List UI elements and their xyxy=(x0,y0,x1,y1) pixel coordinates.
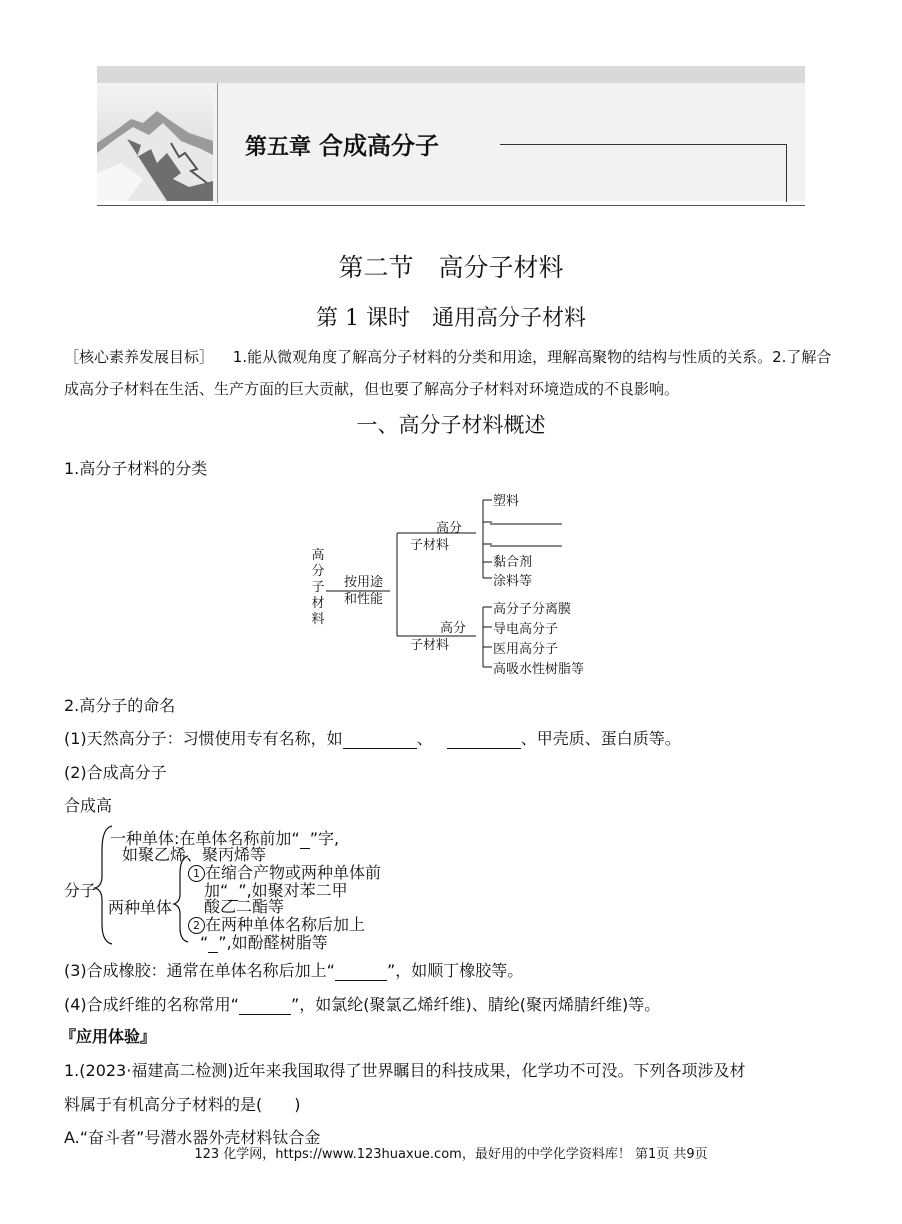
two-monomer-rule-1c: 酸乙二酯等 xyxy=(204,897,285,916)
item-adhesive: 黏合剂 xyxy=(493,555,533,570)
banner-mountain-photo xyxy=(97,83,213,201)
question-1-line-1: 1.(2023·福建高二检测)近年来我国取得了世界瞩目的科技成果，化学功不可没。下列各项涉及材 xyxy=(64,1061,746,1080)
lesson-title: 第 1 课时 通用高分子材料 xyxy=(316,306,586,331)
rule-text: 在两种单体名称后加上 xyxy=(205,915,366,934)
goals-tag: ［核心素养发展目标］ xyxy=(64,348,215,366)
diagram-root xyxy=(310,548,326,628)
rubber-line xyxy=(64,958,523,981)
rule-text: 加“ xyxy=(204,881,229,900)
item-medical: 医用高分子 xyxy=(493,642,559,657)
fiber-line xyxy=(64,992,660,1015)
fiber-text: (4)合成纤维的名称常用“ xyxy=(64,995,239,1014)
natural-text-end: 、甲壳质、蛋白质等。 xyxy=(520,729,681,748)
chapter-title: 合成高分子 xyxy=(319,132,440,160)
branch-label: 子材料 xyxy=(410,538,450,553)
single-monomer-example: 如聚乙烯、聚丙烯等 xyxy=(122,845,267,864)
rule-text: 在缩合产物或两种单体前 xyxy=(205,863,382,882)
blank-answer[interactable] xyxy=(300,829,310,849)
item-coating: 涂料等 xyxy=(493,574,533,589)
page-footer: 123 化学网，https://www.123huaxue.com，最好用的中学化学资料库！ 第1页 共9页 xyxy=(194,1147,708,1162)
item-conductive: 导电高分子 xyxy=(493,622,559,637)
item-absorbent-resin: 高吸水性树脂等 xyxy=(493,662,585,677)
circled-number: 1 xyxy=(188,865,205,882)
two-monomer-rule-2b xyxy=(200,930,328,953)
classification-diagram xyxy=(300,486,620,682)
criterion-line: 按用途 xyxy=(344,575,384,590)
branch-label: 高分 xyxy=(440,621,467,636)
root-char: 分 xyxy=(311,564,325,579)
naming-title: 2.高分子的命名 xyxy=(64,696,176,715)
root-char: 材 xyxy=(311,596,325,611)
classify-title: 1.高分子材料的分类 xyxy=(64,459,208,478)
chapter-heading xyxy=(245,126,439,161)
tree-head: 合成高 xyxy=(64,796,113,815)
natural-text: (1)天然高分子：习惯使用专有名称，如 xyxy=(64,729,343,748)
blank-answer[interactable] xyxy=(208,933,218,953)
chapter-banner xyxy=(97,66,805,208)
heading-overview: 一、高分子材料概述 xyxy=(356,413,546,437)
root-char: 料 xyxy=(311,612,325,627)
branch-label: 子材料 xyxy=(410,638,450,653)
banner-bottom-line xyxy=(97,205,805,206)
naming-tree xyxy=(64,820,404,950)
branch-functional xyxy=(410,620,466,654)
rubber-text: (3)合成橡胶：通常在单体名称后加上“ xyxy=(64,961,335,980)
banner-rule xyxy=(500,144,786,145)
tree-root: 分子 xyxy=(64,881,97,900)
circled-number: 2 xyxy=(188,917,205,934)
blank-answer[interactable] xyxy=(239,995,291,1015)
goals-text: 1.能从微观角度了解高分子材料的分类和用途，理解高聚物的结构与性质的关系。2.了解合成高分子材料在生活、生产方面的巨大贡献，但也要了解高分子材料对环境造成的不良影响。 xyxy=(64,348,832,398)
rule-text: ”,如聚对苯二甲 xyxy=(238,881,348,900)
synthetic-title: (2)合成高分子 xyxy=(64,763,167,782)
banner-top-bar xyxy=(97,66,805,83)
rule-text: 一种单体:在单体名称前加“ xyxy=(110,829,300,848)
question-1-line-2: 料属于有机高分子材料的是( ) xyxy=(64,1095,301,1114)
banner-divider xyxy=(217,83,218,203)
blank-answer[interactable] xyxy=(335,961,387,981)
root-char: 子 xyxy=(311,580,325,595)
blank-answer[interactable] xyxy=(447,729,521,749)
option-a[interactable]: A.“奋斗者”号潜水器外壳材料钛合金 xyxy=(64,1128,321,1147)
item-plastic: 塑料 xyxy=(493,494,520,509)
natural-sep: 、 xyxy=(416,729,433,748)
practice-title: 『应用体验』 xyxy=(60,1027,157,1046)
branch-label: 高分 xyxy=(436,521,463,536)
root-char: 高 xyxy=(311,548,325,563)
criterion-line: 和性能 xyxy=(344,592,384,607)
chapter-number: 第五章 xyxy=(245,135,312,160)
rule-text: ”,如酚醛树脂等 xyxy=(218,933,328,952)
item-membrane: 高分子分离膜 xyxy=(493,602,572,617)
section-title: 第二节 高分子材料 xyxy=(338,253,564,282)
natural-polymer-line xyxy=(64,726,681,749)
core-goals xyxy=(64,341,838,405)
banner-rule-drop xyxy=(786,144,787,202)
rubber-text-end: ”，如顺丁橡胶等。 xyxy=(386,961,524,980)
rule-text: ”字, xyxy=(309,829,340,848)
blank-answer[interactable] xyxy=(343,729,417,749)
diagram-criterion xyxy=(344,574,383,608)
rule-text: “ xyxy=(200,933,209,952)
branch-general xyxy=(410,520,462,554)
two-monomer-label: 两种单体 xyxy=(108,898,173,917)
fiber-text-end: ”，如氯纶(聚氯乙烯纤维)、腈纶(聚丙烯腈纤维)等。 xyxy=(290,995,661,1014)
